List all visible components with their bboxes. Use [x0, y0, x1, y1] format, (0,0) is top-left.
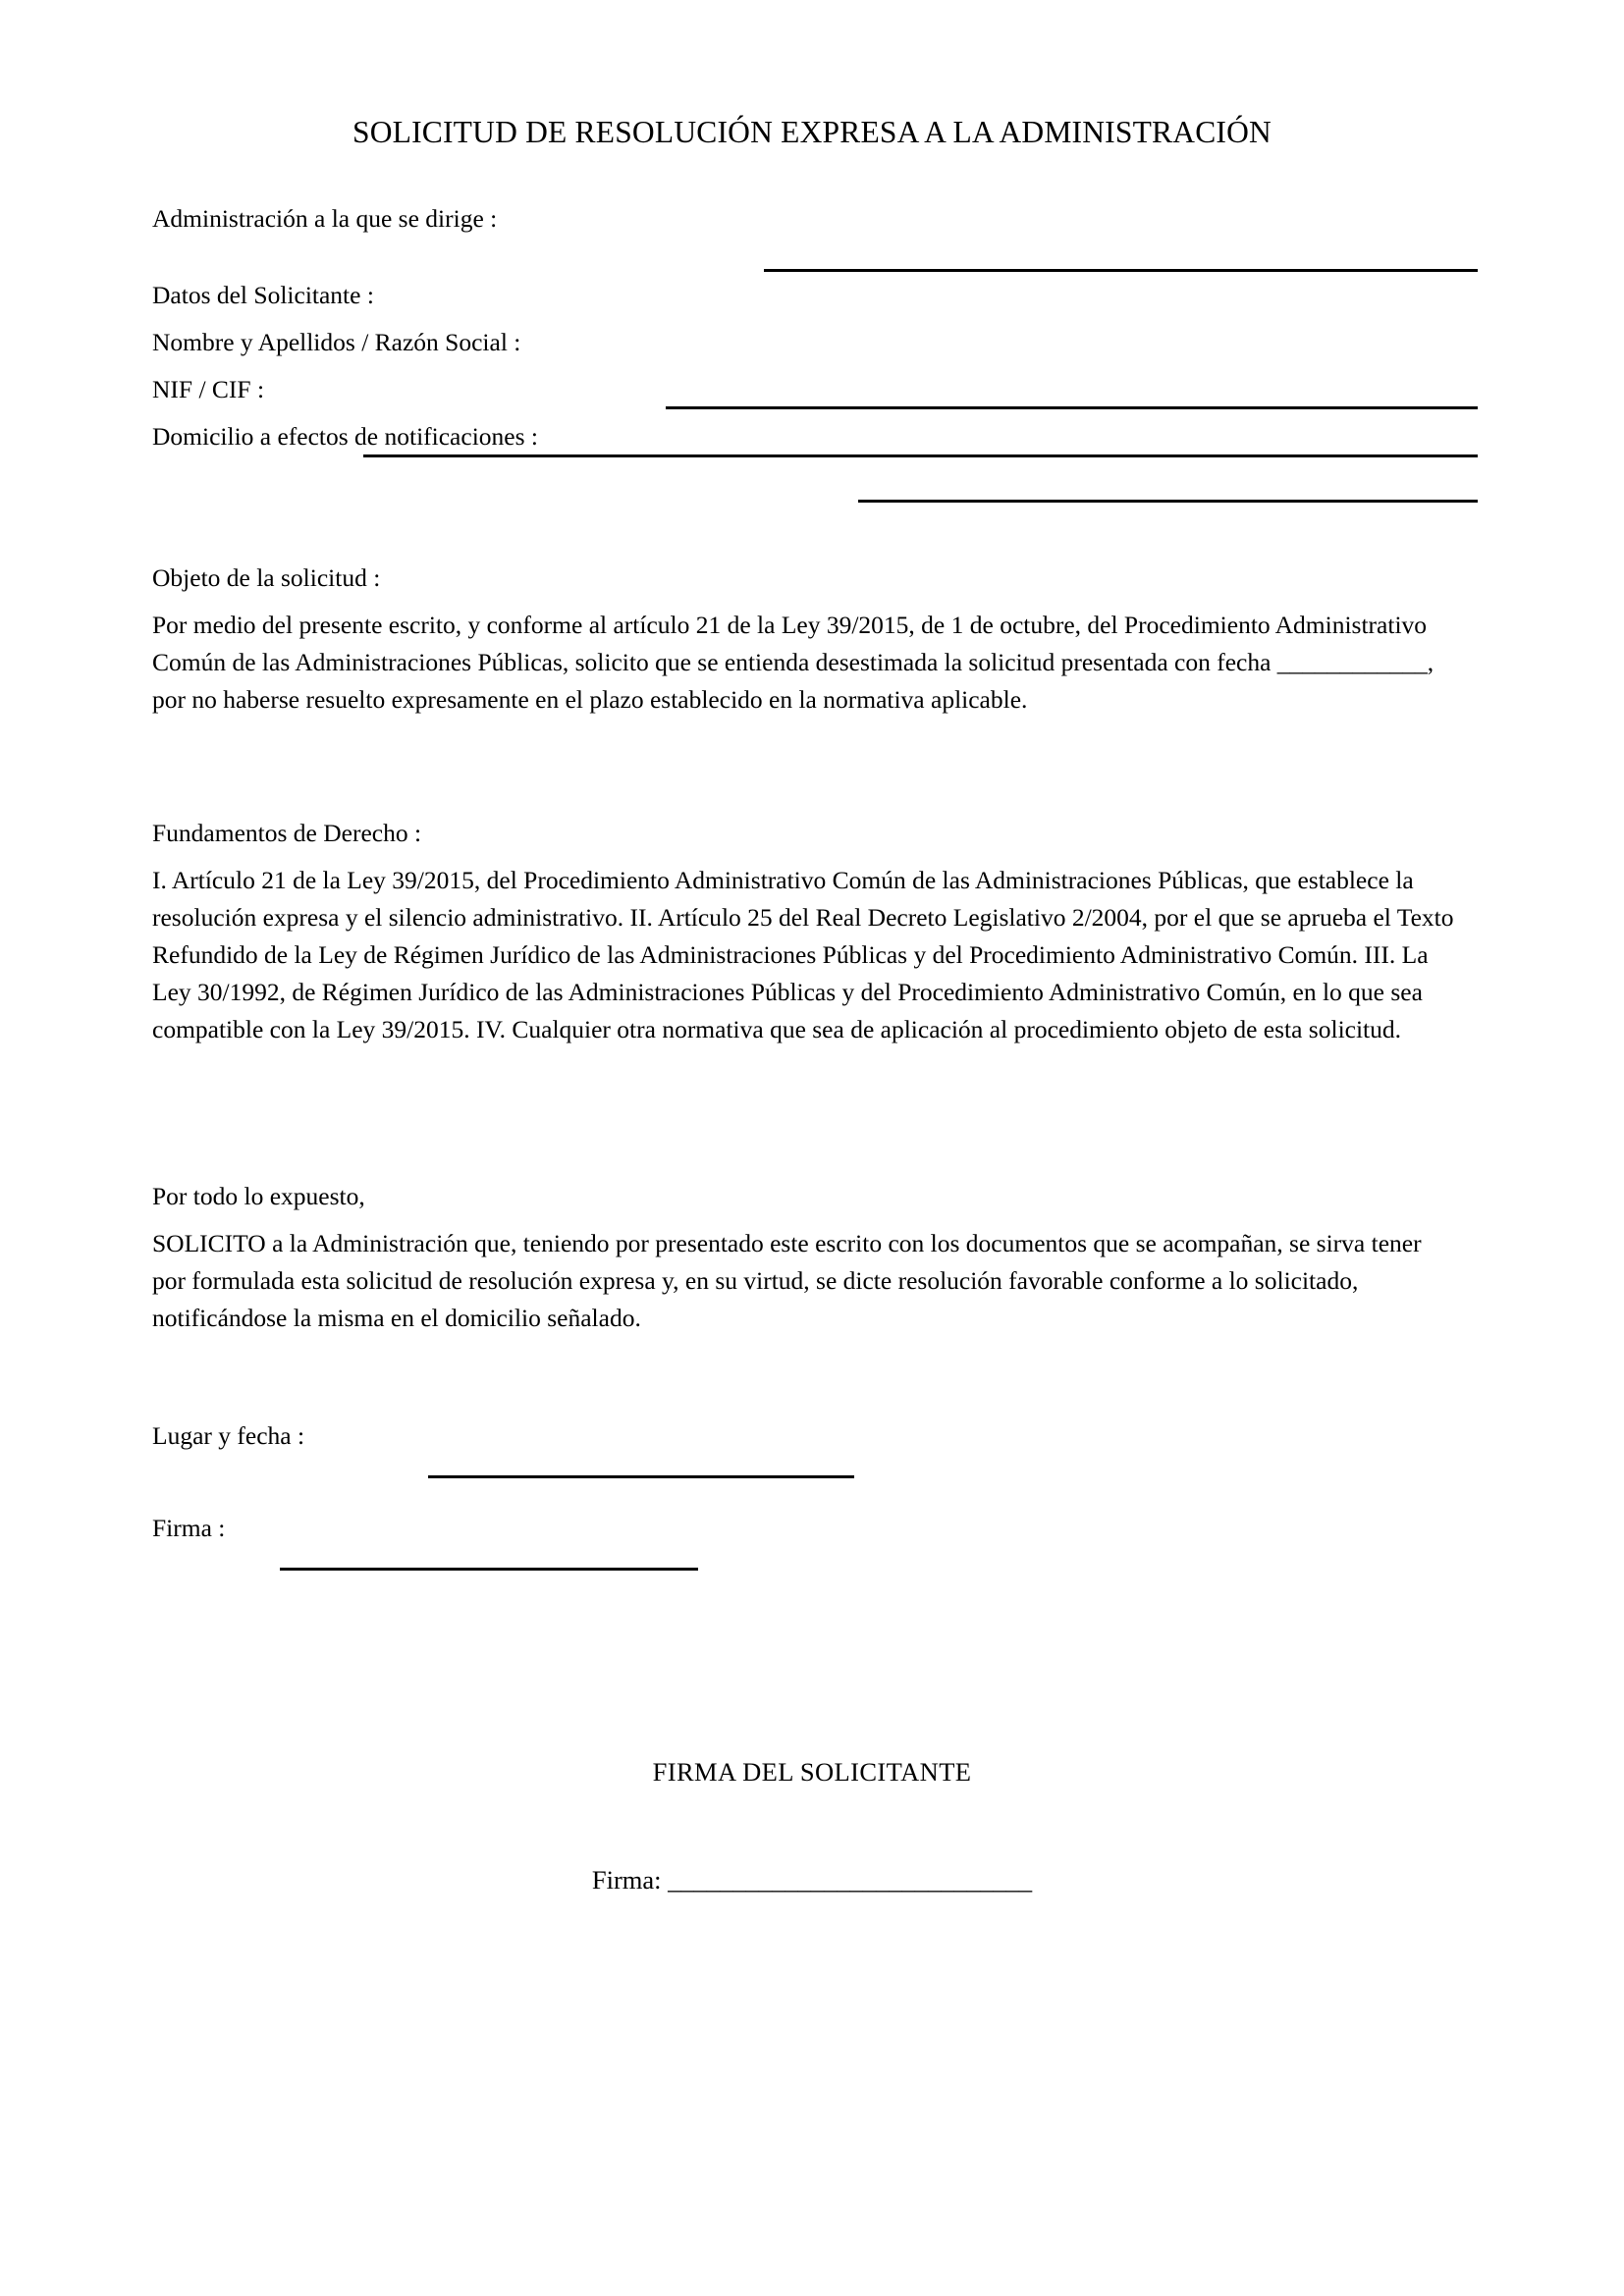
section-heading-datos-solicitante: Datos del Solicitante :	[152, 281, 374, 309]
field-label-domicilio: Domicilio a efectos de notificaciones :	[152, 422, 538, 451]
field-label-lugar-fecha: Lugar y fecha :	[152, 1421, 305, 1450]
field-label-administracion: Administración a la que se dirige :	[152, 204, 498, 233]
section-heading-objeto: Objeto de la solicitud :	[152, 563, 381, 592]
solicito-paragraph: SOLICITO a la Administración que, teniendo por presentado este escrito con los documentos que se acompañan, se sirva tener por formulada esta solicitud de resolución expresa y, en su virtud, se dicte resolución favorable conforme a lo solicitado, notificándose la misma en el domicilio señalado.	[152, 1229, 1422, 1332]
section-heading-fundamentos: Fundamentos de Derecho :	[152, 819, 422, 847]
field-input-administracion[interactable]	[764, 269, 1478, 272]
page-title: SOLICITUD DE RESOLUCIÓN EXPRESA A LA ADMINISTRACIÓN	[352, 115, 1272, 149]
section-body-objeto	[152, 607, 1460, 719]
field-label-firma: Firma :	[152, 1514, 226, 1542]
field-input-firma[interactable]	[280, 1568, 698, 1571]
field-input-domicilio[interactable]	[858, 500, 1478, 503]
field-label-nif-cif: NIF / CIF :	[152, 375, 265, 403]
section-body-fundamentos	[152, 862, 1460, 1048]
section-heading-solicito: Por todo lo expuesto,	[152, 1182, 365, 1210]
field-input-nombre-apellidos[interactable]	[666, 406, 1478, 409]
signature-block-heading: FIRMA DEL SOLICITANTE	[652, 1757, 972, 1787]
objeto-paragraph: Por medio del presente escrito, y conforme al artículo 21 de la Ley 39/2015, de 1 de octubre, del Procedimiento Administrativo Común de las Administraciones Públicas, solicito que se entienda desestimada la solicitud presentada con fecha ____________, por no haberse resuelto expresamente en el plazo establecido en la normativa aplicable.	[152, 611, 1435, 714]
signature-firma-line[interactable]: Firma: ____________________________	[591, 1865, 1033, 1895]
field-input-lugar-fecha[interactable]	[428, 1475, 854, 1478]
section-body-solicito	[152, 1225, 1460, 1337]
fundamentos-paragraph: I. Artículo 21 de la Ley 39/2015, del Procedimiento Administrativo Común de las Administraciones Públicas, que establece la resolución expresa y el silencio administrativo. II. Artículo 25 del Real Decreto Legislativo 2/2004, por el que se aprueba el Texto Refundido de la Ley de Régimen Jurídico de las Administraciones Públicas y del Procedimiento Administrativo Común. III. La Ley 30/1992, de Régimen Jurídico de las Administraciones Públicas y del Procedimiento Administrativo Común, en lo que sea compatible con la Ley 39/2015. IV. Cualquier otra normativa que sea de aplicación al procedimiento objeto de esta solicitud.	[152, 866, 1454, 1043]
field-label-nombre-apellidos: Nombre y Apellidos / Razón Social :	[152, 328, 521, 356]
